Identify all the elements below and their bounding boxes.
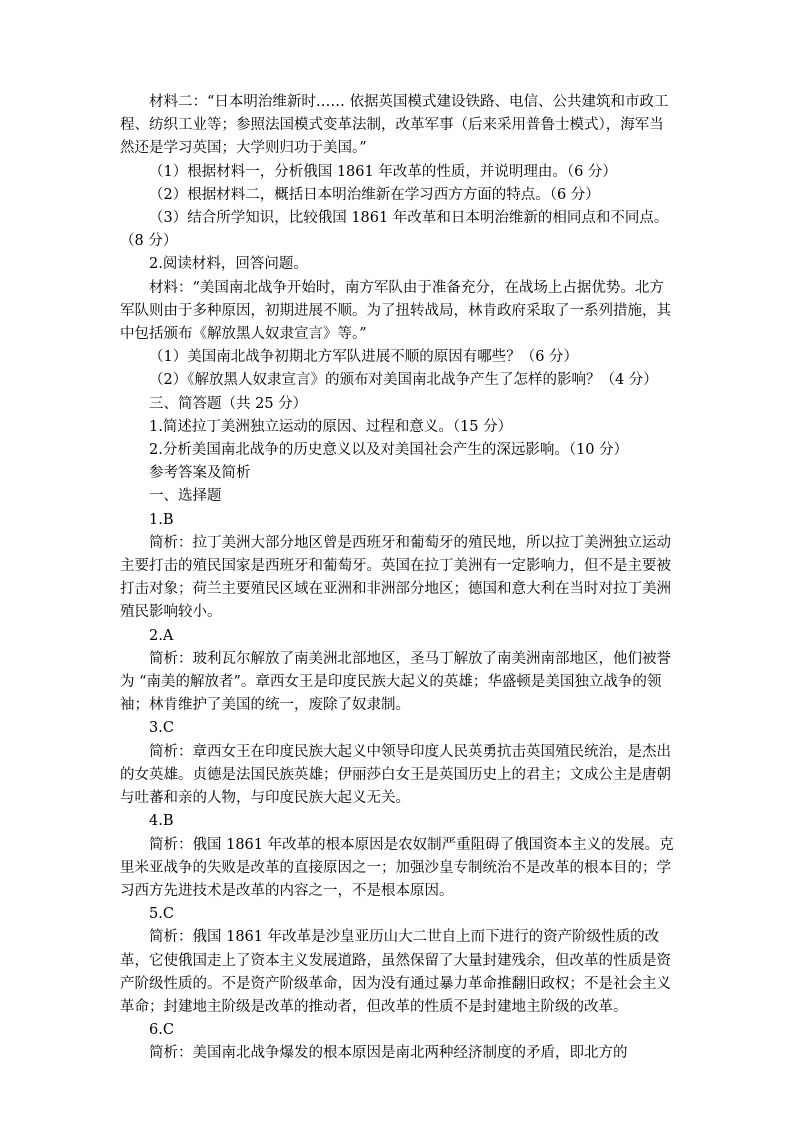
answer-note: 简析：美国南北战争爆发的根本原因是南北两种经济制度的矛盾，即北方的 xyxy=(149,1045,628,1062)
material2-question-3: （3）结合所学知识，比较俄国 1861 年改革和日本明治维新的相同点和不同点。（8 分） xyxy=(120,210,669,250)
reading2-heading: 2.阅读材料，回答问题。 xyxy=(149,256,308,273)
answer-note: 简析：玻利瓦尔解放了南美洲北部地区，圣马丁解放了南美洲南部地区，他们被誉为 “南美的解放者”。章西女王是印度民族大起义的英雄；华盛顿是美国独立战争的领袖；林肯维护了美国的统一，废除了奴隶制。 xyxy=(120,650,671,714)
material2-question-1: （1）根据材料一，分析俄国 1861 年改革的性质，并说明理由。（6 分） xyxy=(149,163,617,180)
section3-question-2: 2.分析美国南北战争的历史意义以及对美国社会产生的深远影响。（10 分） xyxy=(149,442,629,459)
answer-label: 2.A xyxy=(149,627,174,644)
answer-note: 简析：章西女王在印度民族大起义中领导印度人民英勇抗击英国殖民统治，是杰出的女英雄。贞德是法国民族英雄；伊丽莎白女王是英国历史上的君主；文成公主是唐朝与吐蕃和亲的人物，与印度民族大起义无关。 xyxy=(120,743,671,807)
answer-label: 5.C xyxy=(149,906,174,923)
answers-heading: 参考答案及简析 xyxy=(149,465,251,482)
reading2-question-2: （2）《解放黑人奴隶宣言》的颁布对美国南北战争产生了怎样的影响？（4 分） xyxy=(149,372,658,389)
answer-note: 简析：俄国 1861 年改革的根本原因是农奴制严重阻碍了俄国资本主义的发展。克里米亚战争的失败是改革的直接原因之一；加强沙皇专制统治不是改革的根本目的；学习西方先进技术是改革的内容之一，不是根本原因。 xyxy=(120,836,674,899)
material2-question-2: （2）根据材料二，概括日本明治维新在学习西方方面的特点。（6 分） xyxy=(149,186,600,203)
answer-label: 3.C xyxy=(149,720,174,737)
section3-question-1: 1.简述拉丁美洲独立运动的原因、过程和意义。（15 分） xyxy=(149,418,513,435)
answer-label: 6.C xyxy=(149,1022,174,1039)
answers-section1-heading: 一、选择题 xyxy=(149,488,222,505)
material2-text: 材料二：“日本明治维新时…… 依据英国模式建设铁路、电信、公共建筑和市政工程、纺织工业等；参照法国模式变革法制，改革军事（后来采用普鲁士模式），海军当然还是学习英国；大学则归功于美国。” xyxy=(120,94,669,157)
reading2-question-1: （1）美国南北战争初期北方军队进展不顺的原因有哪些？（6 分） xyxy=(149,349,579,366)
answer-note: 简析：拉丁美洲大部分地区曾是西班牙和葡萄牙的殖民地，所以拉丁美洲独立运动主要打击的殖民国家是西班牙和葡萄牙。英国在拉丁美洲有一定影响力，但不是主要被打击对象；荷兰主要殖民区域在亚洲和非洲部分地区；德国和意大利在当时对拉丁美洲殖民影响较小。 xyxy=(120,534,671,621)
answer-label: 4.B xyxy=(149,813,174,830)
answer-note: 简析：俄国 1861 年改革是沙皇亚历山大二世自上而下进行的资产阶级性质的改革，它使俄国走上了资本主义发展道路，虽然保留了大量封建残余，但改革的性质是资产阶级性质的。不是资产阶级革命，因为没有通过暴力革命推翻旧政权；不是社会主义革命；封建地主阶级是改革的推动者，但改革的性质不是封建地主阶级的改革。 xyxy=(120,929,671,1015)
answer-label: 1.B xyxy=(149,511,174,528)
section3-heading: 三、简答题（共 25 分） xyxy=(149,395,308,412)
reading2-material: 材料：“美国南北战争开始时，南方军队由于准备充分，在战场上占据优势。北方军队则由于多种原因，初期进展不顺。为了扭转战局，林肯政府采取了一系列措施，其中包括颁布《解放黑人奴隶宣言》等。” xyxy=(120,279,671,343)
